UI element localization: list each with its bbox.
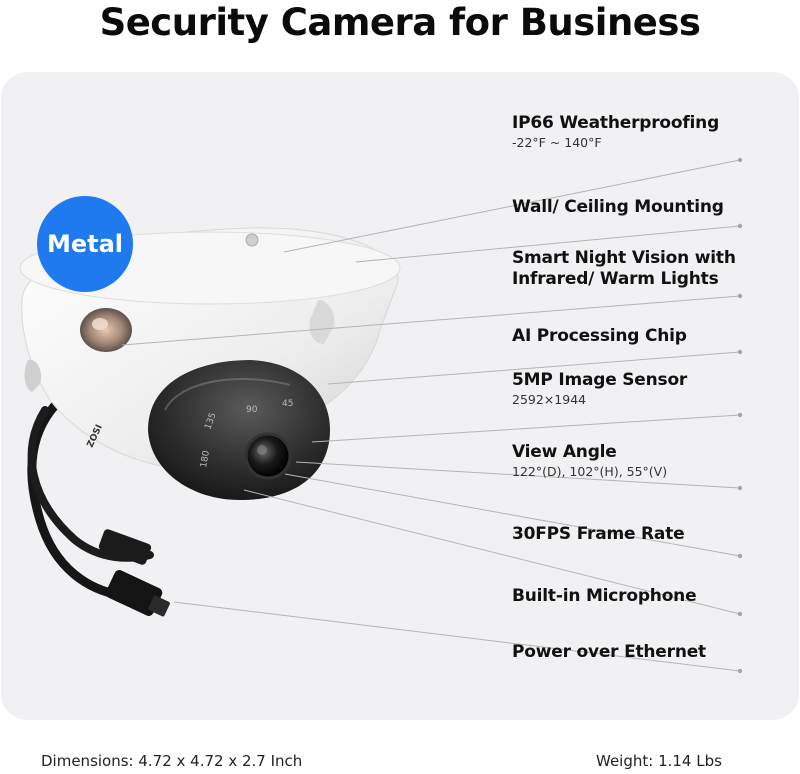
feature-title: 30FPS Frame Rate: [512, 524, 685, 544]
feature-weatherproofing: [512, 113, 719, 151]
brand-mark: ZOSI: [85, 423, 105, 450]
feature-mounting: [512, 197, 724, 218]
feature-poe: [512, 642, 706, 663]
feature-image-sensor: [512, 370, 687, 408]
svg-text:135: 135: [203, 411, 219, 432]
feature-title: Wall/ Ceiling Mounting: [512, 197, 724, 217]
weight-text: Weight: 1.14 Lbs: [596, 752, 722, 770]
feature-view-angle: [512, 442, 667, 480]
feature-subtitle: 122°(D), 102°(H), 55°(V): [512, 464, 668, 479]
feature-night-vision: [512, 248, 736, 290]
dimensions-text: Dimensions: 4.72 x 4.72 x 2.7 Inch: [41, 752, 303, 770]
svg-text:180: 180: [199, 449, 212, 469]
svg-text:45: 45: [282, 399, 294, 409]
feature-title: 5MP Image Sensor: [512, 370, 688, 390]
feature-ai-chip: [512, 326, 687, 347]
feature-title: AI Processing Chip: [512, 326, 687, 346]
feature-title: Power over Ethernet: [512, 642, 706, 662]
feature-frame-rate: [512, 524, 684, 545]
feature-subtitle: -22°F ~ 140°F: [512, 135, 602, 150]
page-title: Security Camera for Business: [99, 1, 701, 44]
feature-title-line2: Infrared/ Warm Lights: [512, 269, 719, 289]
svg-text:90: 90: [246, 405, 258, 415]
feature-title: Smart Night Vision with: [512, 248, 736, 268]
metal-badge: Metal: [37, 196, 133, 292]
feature-title: IP66 Weatherproofing: [512, 113, 720, 133]
feature-subtitle: 2592×1944: [512, 392, 587, 407]
feature-microphone: [512, 586, 696, 607]
feature-title: View Angle: [512, 442, 617, 462]
leader-line-5: [312, 415, 740, 442]
feature-title: Built-in Microphone: [512, 586, 697, 606]
